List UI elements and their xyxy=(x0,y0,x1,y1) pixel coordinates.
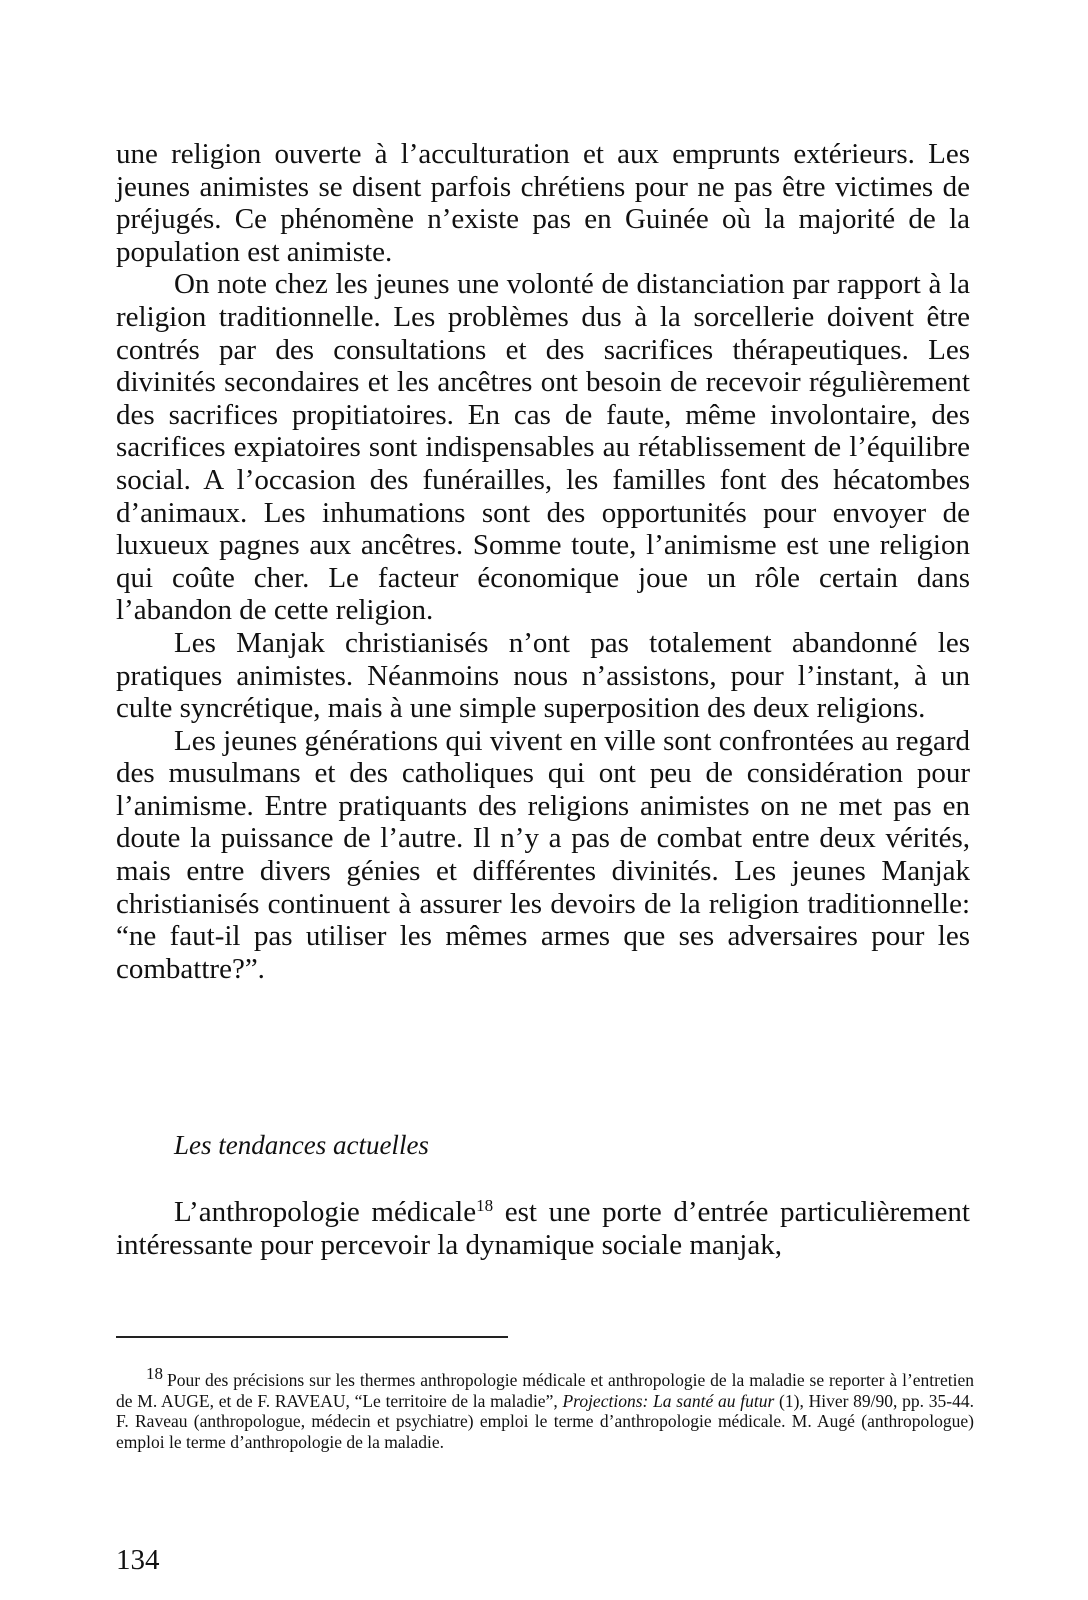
footnote-text-2: (1), Hiver 89/90, pp. 35-44. F. Raveau (anthropologue, médecin et psychiatre) emploi le terme d’anthropologie médicale. M. Augé (anthropologue) emploi le terme d’anthropologie de la maladie. xyxy=(116,1390,974,1452)
paragraph-5-start: L’anthropologie médicale xyxy=(174,1196,477,1228)
paragraph-2: On note chez les jeunes une volonté de distanciation par rapport à la religion traditionnelle. Les problèmes dus à la sorcellerie doivent être contrés par des consultations et des sacrifices thérapeutiques. Les divinités secondaires et les ancêtres ont besoin de recevoir régulièrement des sacrifices propitiatoires. En cas de faute, même involontaire, des sacrifices expiatoires sont indispensables au rétablissement de l’équilibre social. A l’occasion des funérailles, les familles font des hécatombes d’animaux. Les inhumations sont des opportunités pour envoyer de luxueux pagnes aux ancêtres. Somme toute, l’animisme est une religion qui coûte cher. Le facteur économique joue un rôle certain dans l’abandon de cette religion. xyxy=(116,268,970,627)
paragraph-3: Les Manjak christianisés n’ont pas totalement abandonné les pratiques animistes. Néanmoins nous n’assistons, pour l’instant, à un culte syncrétique, mais à une simple superposition des deux religions. xyxy=(116,626,970,725)
page-number: 134 xyxy=(116,1544,160,1576)
paragraph-5 xyxy=(116,1196,970,1261)
paragraph-5-end: est une porte d’entrée particulièrement intéressante pour percevoir la dynamique sociale manjak, xyxy=(116,1196,970,1261)
footnote-divider xyxy=(116,1336,508,1338)
footnote-title: Projections: La santé au futur xyxy=(562,1390,775,1411)
footnote-reference[interactable]: 18 xyxy=(476,1196,494,1215)
paragraph-1: une religion ouverte à l’acculturation et aux emprunts extérieurs. Les jeunes animistes se disent parfois chrétiens pour ne pas être victimes de préjugés. Ce phénomène n’existe pas en Guinée où la majorité de la population est animiste. xyxy=(116,138,970,268)
footnote xyxy=(116,1364,974,1452)
paragraph-4: Les jeunes générations qui vivent en ville sont confrontées au regard des musulmans et des catholiques qui ont peu de considération pour l’animisme. Entre pratiquants des religions animistes on ne met pas en doute la puissance de l’autre. Il n’y a pas de combat entre deux vérités, mais entre divers génies et différentes divinités. Les jeunes Manjak christianisés continuent à assurer les devoirs de la religion traditionnelle: “ne faut-il pas utiliser les mêmes armes que ses adversaires pour les combattre?”. xyxy=(116,724,970,985)
footnote-text-1: Pour des précisions sur les thermes anthropologie médicale et anthropologie de la maladie se reporter à l’entretien de M. AUGE, et de F. RAVEAU, “Le territoire de la maladie”, xyxy=(116,1370,974,1411)
section-heading: Les tendances actuelles xyxy=(174,1130,429,1160)
section-body xyxy=(116,1196,970,1261)
footnote-number: 18 xyxy=(146,1364,163,1383)
body-text xyxy=(116,138,970,985)
